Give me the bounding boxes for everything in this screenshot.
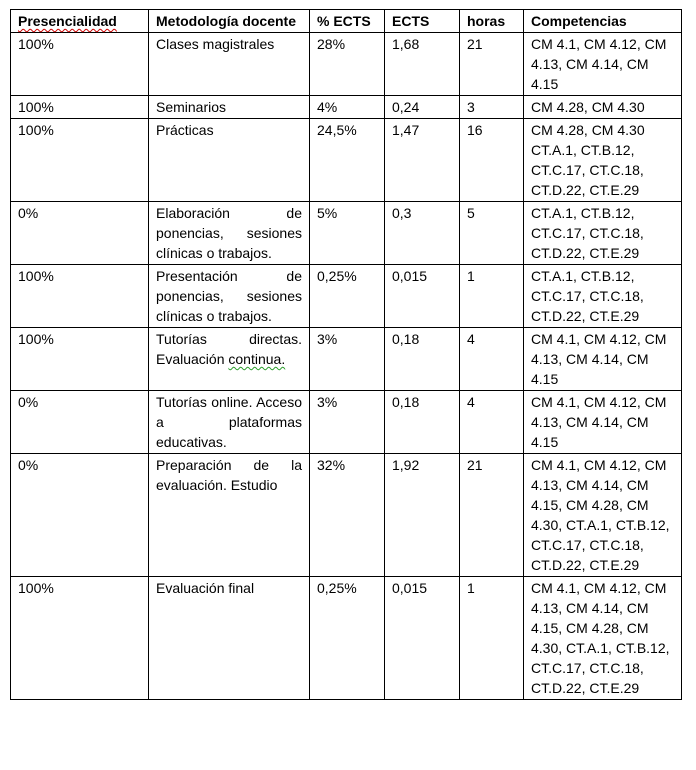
cell-ects: 0,3 bbox=[385, 202, 460, 265]
header-ects: ECTS bbox=[385, 10, 460, 33]
cell-ects: 0,24 bbox=[385, 96, 460, 119]
cell-ects: 1,92 bbox=[385, 454, 460, 577]
table-row bbox=[11, 265, 682, 328]
cell-presencialidad: 100% bbox=[11, 265, 149, 328]
cell-ects: 0,18 bbox=[385, 328, 460, 391]
cell-competencias: CM 4.28, CM 4.30 bbox=[524, 96, 682, 119]
cell-presencialidad: 100% bbox=[11, 577, 149, 700]
cell-pct-ects: 0,25% bbox=[310, 577, 385, 700]
cell-horas: 21 bbox=[460, 33, 524, 96]
header-horas: horas bbox=[460, 10, 524, 33]
cell-competencias: CM 4.1, CM 4.12, CM 4.13, CM 4.14, CM 4.15 bbox=[524, 391, 682, 454]
cell-ects: 1,68 bbox=[385, 33, 460, 96]
cell-metodologia: Seminarios bbox=[149, 96, 310, 119]
cell-metodologia: Preparación de la evaluación. Estudio bbox=[149, 454, 310, 577]
table-row bbox=[11, 577, 682, 700]
cell-ects: 0,015 bbox=[385, 265, 460, 328]
header-pct-ects: % ECTS bbox=[310, 10, 385, 33]
cell-horas: 21 bbox=[460, 454, 524, 577]
table-row bbox=[11, 96, 682, 119]
header-competencias: Competencias bbox=[524, 10, 682, 33]
cell-metodologia: Elaboración de ponencias, sesiones clínicas o trabajos. bbox=[149, 202, 310, 265]
cell-presencialidad: 100% bbox=[11, 33, 149, 96]
cell-presencialidad: 100% bbox=[11, 119, 149, 202]
cell-horas: 1 bbox=[460, 577, 524, 700]
cell-metodologia: Prácticas bbox=[149, 119, 310, 202]
metodologia-text-flagged: continua. bbox=[228, 351, 286, 367]
cell-horas: 4 bbox=[460, 391, 524, 454]
cell-ects: 0,18 bbox=[385, 391, 460, 454]
cell-metodologia bbox=[149, 328, 310, 391]
metodologia-text: Tutorías directas. Evaluación bbox=[156, 331, 302, 367]
cell-pct-ects: 24,5% bbox=[310, 119, 385, 202]
cell-competencias: CT.A.1, CT.B.12, CT.C.17, CT.C.18, CT.D.22, CT.E.29 bbox=[524, 265, 682, 328]
cell-presencialidad: 0% bbox=[11, 454, 149, 577]
cell-pct-ects: 3% bbox=[310, 391, 385, 454]
cell-horas: 1 bbox=[460, 265, 524, 328]
cell-pct-ects: 3% bbox=[310, 328, 385, 391]
cell-pct-ects: 0,25% bbox=[310, 265, 385, 328]
cell-metodologia: Tutorías online. Acceso a plataformas educativas. bbox=[149, 391, 310, 454]
cell-pct-ects: 5% bbox=[310, 202, 385, 265]
cell-metodologia: Clases magistrales bbox=[149, 33, 310, 96]
table-header-row bbox=[11, 10, 682, 33]
cell-pct-ects: 32% bbox=[310, 454, 385, 577]
cell-horas: 4 bbox=[460, 328, 524, 391]
header-metodologia: Metodología docente bbox=[149, 10, 310, 33]
methodology-table bbox=[10, 9, 682, 700]
table-row bbox=[11, 33, 682, 96]
cell-presencialidad: 100% bbox=[11, 328, 149, 391]
cell-pct-ects: 4% bbox=[310, 96, 385, 119]
cell-pct-ects: 28% bbox=[310, 33, 385, 96]
cell-presencialidad: 0% bbox=[11, 391, 149, 454]
cell-competencias: CM 4.1, CM 4.12, CM 4.13, CM 4.14, CM 4.15 bbox=[524, 33, 682, 96]
cell-metodologia: Evaluación final bbox=[149, 577, 310, 700]
cell-horas: 5 bbox=[460, 202, 524, 265]
table-row bbox=[11, 202, 682, 265]
cell-presencialidad: 0% bbox=[11, 202, 149, 265]
cell-ects: 1,47 bbox=[385, 119, 460, 202]
table-row bbox=[11, 328, 682, 391]
cell-ects: 0,015 bbox=[385, 577, 460, 700]
header-presencialidad: Presencialidad bbox=[11, 10, 149, 33]
table-row bbox=[11, 391, 682, 454]
cell-horas: 16 bbox=[460, 119, 524, 202]
cell-horas: 3 bbox=[460, 96, 524, 119]
cell-competencias: CM 4.28, CM 4.30 CT.A.1, CT.B.12, CT.C.17, CT.C.18, CT.D.22, CT.E.29 bbox=[524, 119, 682, 202]
table-row bbox=[11, 119, 682, 202]
cell-competencias: CM 4.1, CM 4.12, CM 4.13, CM 4.14, CM 4.15, CM 4.28, CM 4.30, CT.A.1, CT.B.12, CT.C.17, CT.C.18, CT.D.22, CT.E.29 bbox=[524, 577, 682, 700]
cell-metodologia: Presentación de ponencias, sesiones clínicas o trabajos. bbox=[149, 265, 310, 328]
cell-competencias: CT.A.1, CT.B.12, CT.C.17, CT.C.18, CT.D.22, CT.E.29 bbox=[524, 202, 682, 265]
methodology-table-wrapper bbox=[10, 9, 682, 700]
cell-presencialidad: 100% bbox=[11, 96, 149, 119]
table-row bbox=[11, 454, 682, 577]
cell-competencias: CM 4.1, CM 4.12, CM 4.13, CM 4.14, CM 4.15 bbox=[524, 328, 682, 391]
cell-competencias: CM 4.1, CM 4.12, CM 4.13, CM 4.14, CM 4.15, CM 4.28, CM 4.30, CT.A.1, CT.B.12, CT.C.17, CT.C.18, CT.D.22, CT.E.29 bbox=[524, 454, 682, 577]
